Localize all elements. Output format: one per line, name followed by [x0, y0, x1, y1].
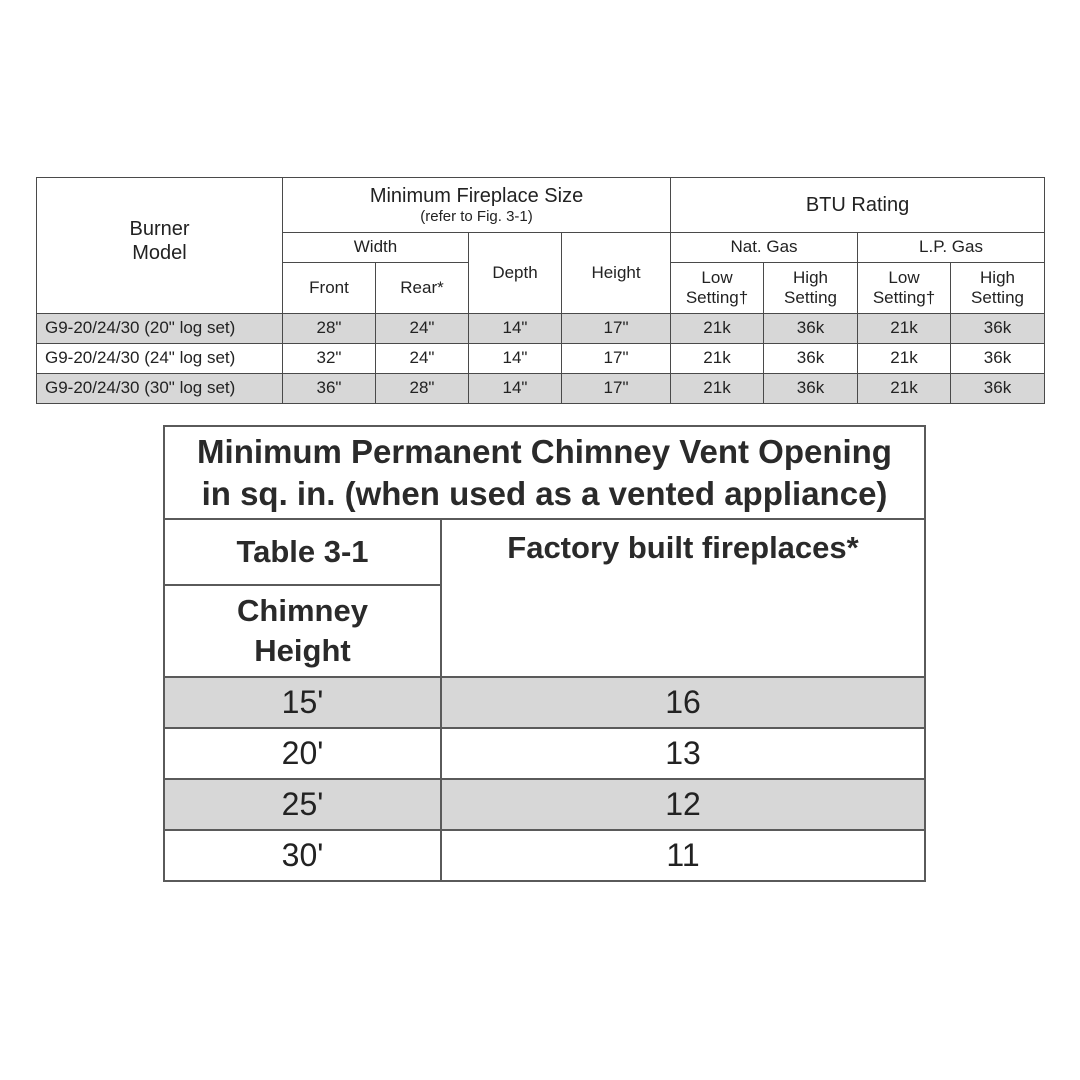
nat-gas-header: Nat. Gas [671, 233, 858, 263]
factory-built-header: Factory built fireplaces* [441, 519, 925, 677]
vent-opening-cell: 11 [441, 830, 925, 881]
front-cell: 28" [283, 314, 376, 344]
lp-high-header: High Setting [951, 263, 1045, 314]
table-row [37, 344, 1045, 374]
height-header: Height [562, 233, 671, 314]
depth-cell: 14" [469, 344, 562, 374]
rear-cell: 28" [376, 374, 469, 404]
rear-cell: 24" [376, 314, 469, 344]
front-cell: 32" [283, 344, 376, 374]
btu-rating-header: BTU Rating [671, 178, 1045, 233]
front-cell: 36" [283, 374, 376, 404]
vent-opening-cell: 16 [441, 677, 925, 728]
table-label: Table 3-1 [164, 519, 441, 585]
vent-opening-cell: 12 [441, 779, 925, 830]
burner-model-header: Burner Model [37, 178, 283, 314]
chimney-height-header: Chimney Height [164, 585, 441, 677]
lp-high-cell: 36k [951, 344, 1045, 374]
depth-header: Depth [469, 233, 562, 314]
fireplace-size-table [36, 177, 1045, 404]
min-fireplace-size-header [283, 178, 671, 233]
lp-high-cell: 36k [951, 374, 1045, 404]
nat-high-cell: 36k [764, 344, 858, 374]
nat-high-cell: 36k [764, 374, 858, 404]
min-size-ref: (refer to Fig. 3-1) [420, 208, 533, 225]
min-size-title: Minimum Fireplace Size [369, 185, 584, 207]
vent-opening-cell: 13 [441, 728, 925, 779]
lp-low-cell: 21k [858, 314, 951, 344]
height-cell: 17" [562, 344, 671, 374]
height-cell: 17" [562, 314, 671, 344]
chimney-vent-title [164, 426, 925, 519]
nat-low-cell: 21k [671, 344, 764, 374]
chimney-height-cell: 25' [164, 779, 441, 830]
chimney-vent-table [163, 425, 926, 882]
model-cell: G9-20/24/30 (30" log set) [37, 374, 283, 404]
table-row [164, 830, 925, 881]
title-line-1: Minimum Permanent Chimney Vent Opening [197, 433, 892, 471]
depth-cell: 14" [469, 374, 562, 404]
table-row [164, 728, 925, 779]
rear-header: Rear* [376, 263, 469, 314]
front-header: Front [283, 263, 376, 314]
table-row [164, 779, 925, 830]
depth-cell: 14" [469, 314, 562, 344]
nat-high-header: High Setting [764, 263, 858, 314]
model-cell: G9-20/24/30 (24" log set) [37, 344, 283, 374]
table-row [37, 374, 1045, 404]
rear-cell: 24" [376, 344, 469, 374]
table-row [164, 677, 925, 728]
width-header: Width [283, 233, 469, 263]
height-cell: 17" [562, 374, 671, 404]
lp-gas-header: L.P. Gas [858, 233, 1045, 263]
lp-low-header: Low Setting† [858, 263, 951, 314]
chimney-height-cell: 30' [164, 830, 441, 881]
lp-low-cell: 21k [858, 344, 951, 374]
nat-low-cell: 21k [671, 374, 764, 404]
chimney-height-cell: 15' [164, 677, 441, 728]
chimney-height-cell: 20' [164, 728, 441, 779]
lp-high-cell: 36k [951, 314, 1045, 344]
lp-low-cell: 21k [858, 374, 951, 404]
nat-high-cell: 36k [764, 314, 858, 344]
table-row [37, 314, 1045, 344]
nat-low-cell: 21k [671, 314, 764, 344]
model-cell: G9-20/24/30 (20" log set) [37, 314, 283, 344]
nat-low-header: Low Setting† [671, 263, 764, 314]
title-line-2: in sq. in. (when used as a vented appliance) [201, 474, 888, 512]
